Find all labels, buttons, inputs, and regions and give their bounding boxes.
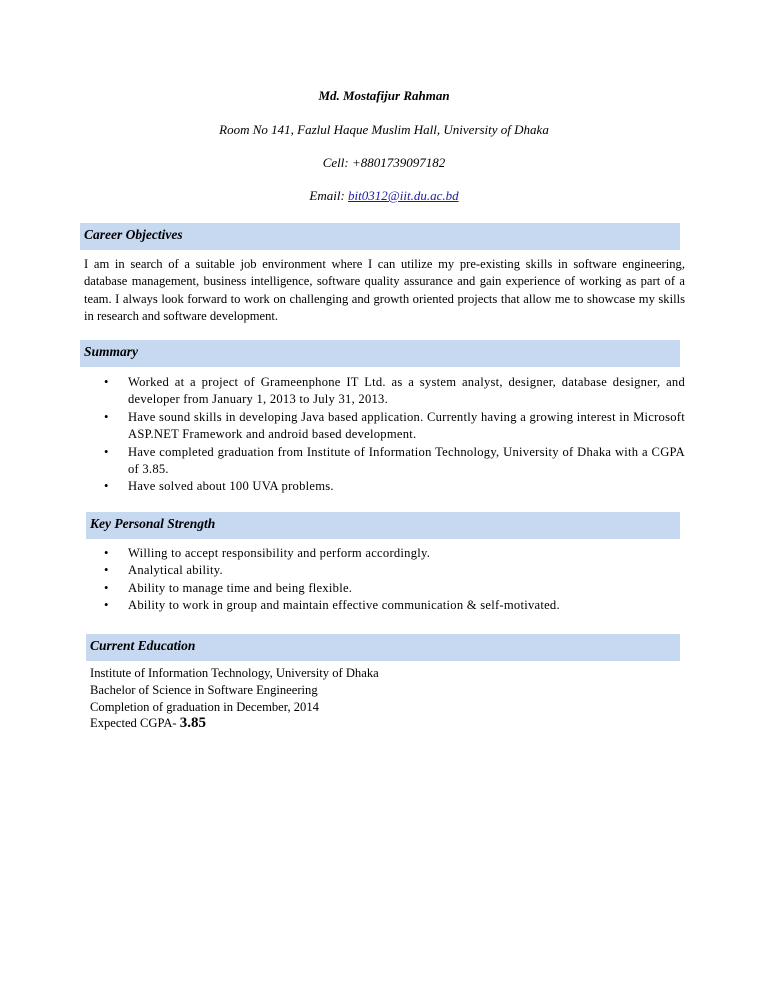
section-header-key-personal-strength: Key Personal Strength: [86, 512, 680, 539]
phone-line: Cell: +8801739097182: [322, 155, 446, 170]
section-header-current-education: Current Education: [86, 634, 680, 661]
list-item: [84, 444, 685, 479]
address-line: Room No 141, Fazlul Haque Muslim Hall, University of Dhaka: [219, 122, 549, 137]
education-institute: Institute of Information Technology, University of Dhaka: [90, 666, 379, 680]
summary-item-text: Have solved about 100 UVA problems.: [128, 479, 334, 494]
email-link[interactable]: bit0312@iit.du.ac.bd: [348, 188, 459, 203]
strength-item-text: Analytical ability.: [128, 563, 223, 578]
list-item: [84, 478, 685, 495]
list-item: [84, 545, 685, 562]
strength-item-text: Ability to manage time and being flexible.: [128, 580, 353, 595]
cgpa-value: 3.85: [179, 715, 207, 731]
bullet-icon: •: [104, 546, 109, 560]
career-objectives-text: I am in search of a suitable job environment where I can utilize my pre-existing skills in software engineering, database management, business intelligence, software quality assurance and gain experience of working as part of a team. I always look forward to work on challenging and growth oriented projects that allow me to showcase my skills in research and software development.: [84, 257, 685, 324]
summary-item-text: Worked at a project of Grameenphone IT Ltd. as a system analyst, designer, database designer, and developer from January 1, 2013 to July 31, 2013.: [128, 375, 685, 407]
email-label: Email:: [309, 188, 349, 203]
list-item: [84, 409, 685, 444]
bullet-icon: •: [104, 563, 109, 578]
bullet-icon: •: [104, 580, 109, 595]
summary-item-text: Have sound skills in developing Java based application. Currently having a growing interest in Microsoft ASP.NET Framework and android based development.: [128, 409, 685, 442]
list-item: [84, 580, 685, 597]
list-item: [84, 562, 685, 579]
summary-list: [84, 374, 685, 496]
bullet-icon: •: [104, 598, 109, 613]
strength-list: [84, 545, 685, 615]
section-header-summary: Summary: [80, 340, 680, 367]
list-item: [84, 597, 685, 614]
bullet-icon: •: [104, 375, 109, 389]
strength-item-text: Willing to accept responsibility and perform accordingly.: [128, 546, 431, 560]
education-cgpa: [90, 715, 206, 732]
section-header-career-objectives: Career Objectives: [80, 223, 680, 250]
list-item: [84, 374, 685, 409]
strength-item-text: Ability to work in group and maintain effective communication & self-motivated.: [128, 598, 560, 613]
bullet-icon: •: [104, 479, 109, 494]
resume-name: Md. Mostafijur Rahman: [318, 88, 450, 103]
education-completion: Completion of graduation in December, 2014: [90, 700, 319, 714]
email-line: [0, 188, 768, 204]
bullet-icon: •: [104, 409, 109, 424]
bullet-icon: •: [104, 444, 109, 459]
summary-item-text: Have completed graduation from Institute of Information Technology, University of Dhaka with a CGPA of 3.85.: [128, 444, 685, 477]
cgpa-label: Expected CGPA-: [90, 716, 180, 730]
education-degree: Bachelor of Science in Software Engineering: [90, 683, 318, 697]
